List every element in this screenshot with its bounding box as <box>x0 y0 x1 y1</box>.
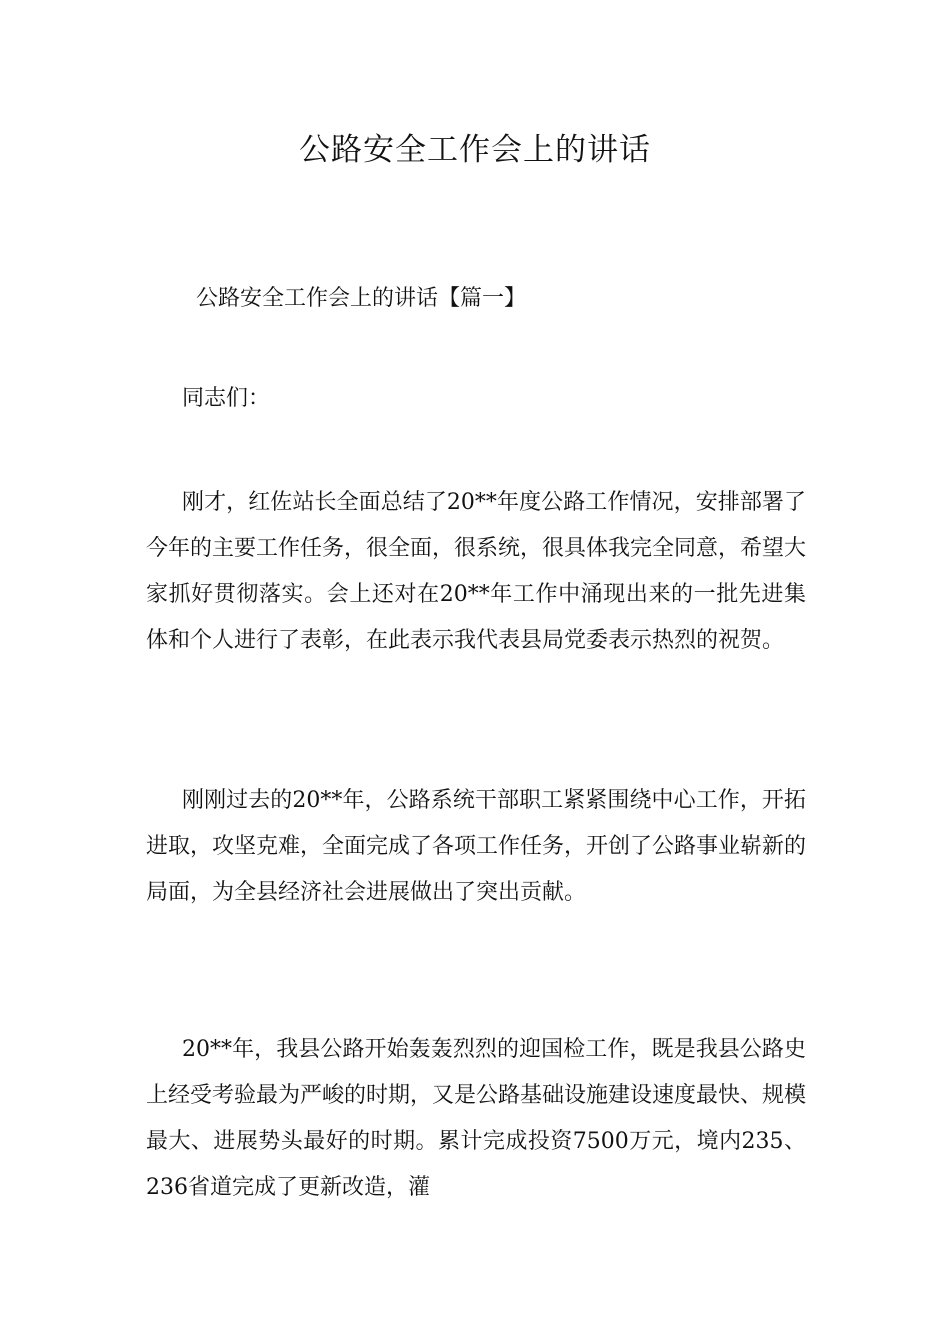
document-title: 公路安全工作会上的讲话 <box>299 132 651 168</box>
paragraph-3: 20**年，我县公路开始轰轰烈烈的迎国检工作，既是我县公路史上经受考验最为严峻的时期，又是公路基础设施建设速度最快、规模最大、进展势头最好的时期。累计完成投资7500万元，境内235、236省道完成了更新改造，灌 <box>146 1037 807 1200</box>
paragraph-2: 刚刚过去的20**年，公路系统干部职工紧紧围绕中心工作，开拓进取，攻坚克难，全面完成了各项工作任务，开创了公路事业崭新的局面，为全县经济社会进展做出了突出贡献。 <box>146 788 807 905</box>
paragraph-1: 刚才，红佐站长全面总结了20**年度公路工作情况，安排部署了今年的主要工作任务，很全面，很系统，很具体我完全同意，希望大家抓好贯彻落实。会上还对在20**年工作中涌现出来的一批先进集体和个人进行了表彰，在此表示我代表县局党委表示热烈的祝贺。 <box>146 490 807 653</box>
section-heading: 公路安全工作会上的讲话【篇一】 <box>196 286 527 311</box>
greeting-line: 同志们： <box>182 386 271 411</box>
